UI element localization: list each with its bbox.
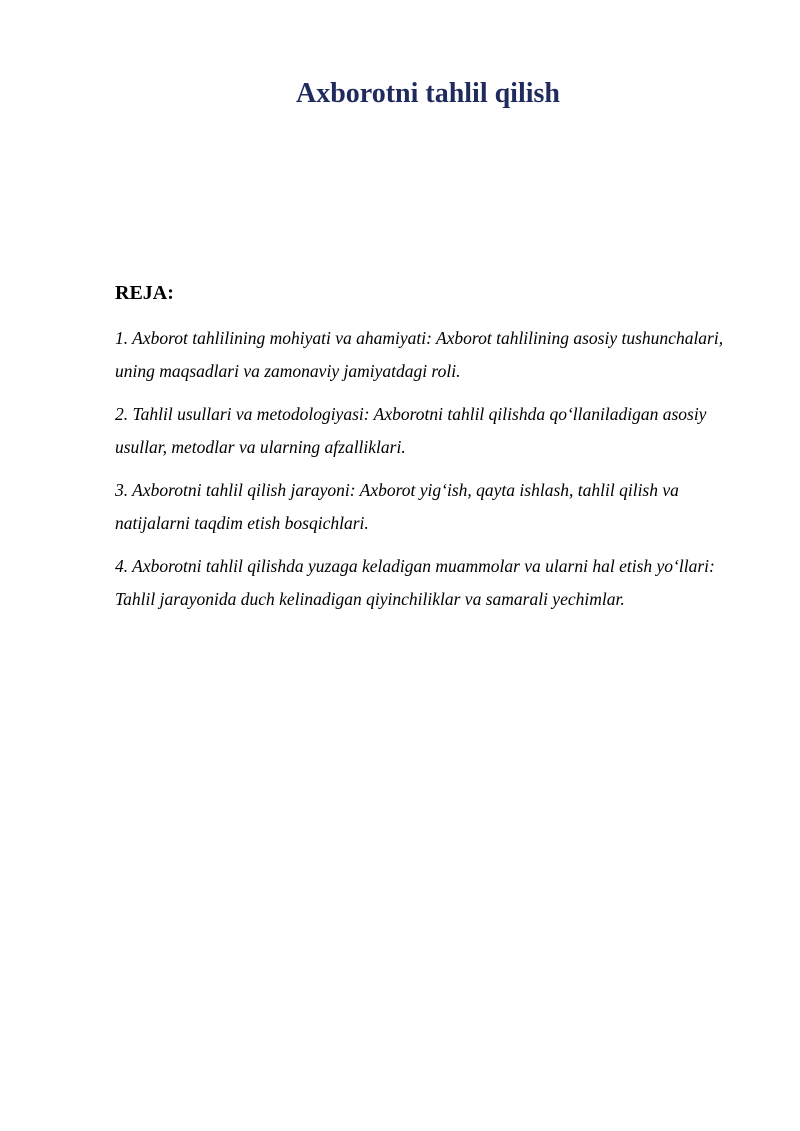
plan-heading: REJA: [115, 282, 174, 304]
plan-item: 2. Tahlil usullari va metodologiyasi: Axborotni tahlil qilishda qo‘llaniladigan asosiy usullar, metodlar va ularning afzalliklari. [115, 404, 707, 457]
plan-item: 3. Axborotni tahlil qilish jarayoni: Axborot yig‘ish, qayta ishlash, tahlil qilish va natijalarni taqdim etish bosqichlari. [115, 480, 679, 533]
plan-item: 4. Axborotni tahlil qilishda yuzaga keladigan muammolar va ularni hal etish yo‘llari: Tahlil jarayonida duch kelinadigan qiyinchiliklar va samarali yechimlar. [115, 556, 715, 609]
document-title: Axborotni tahlil qilish [295, 78, 560, 109]
plan-list [115, 322, 755, 626]
plan-item: 1. Axborot tahlilining mohiyati va ahamiyati: Axborot tahlilining asosiy tushunchalari, uning maqsadlari va zamonaviy jamiyatdagi roli. [115, 328, 724, 381]
